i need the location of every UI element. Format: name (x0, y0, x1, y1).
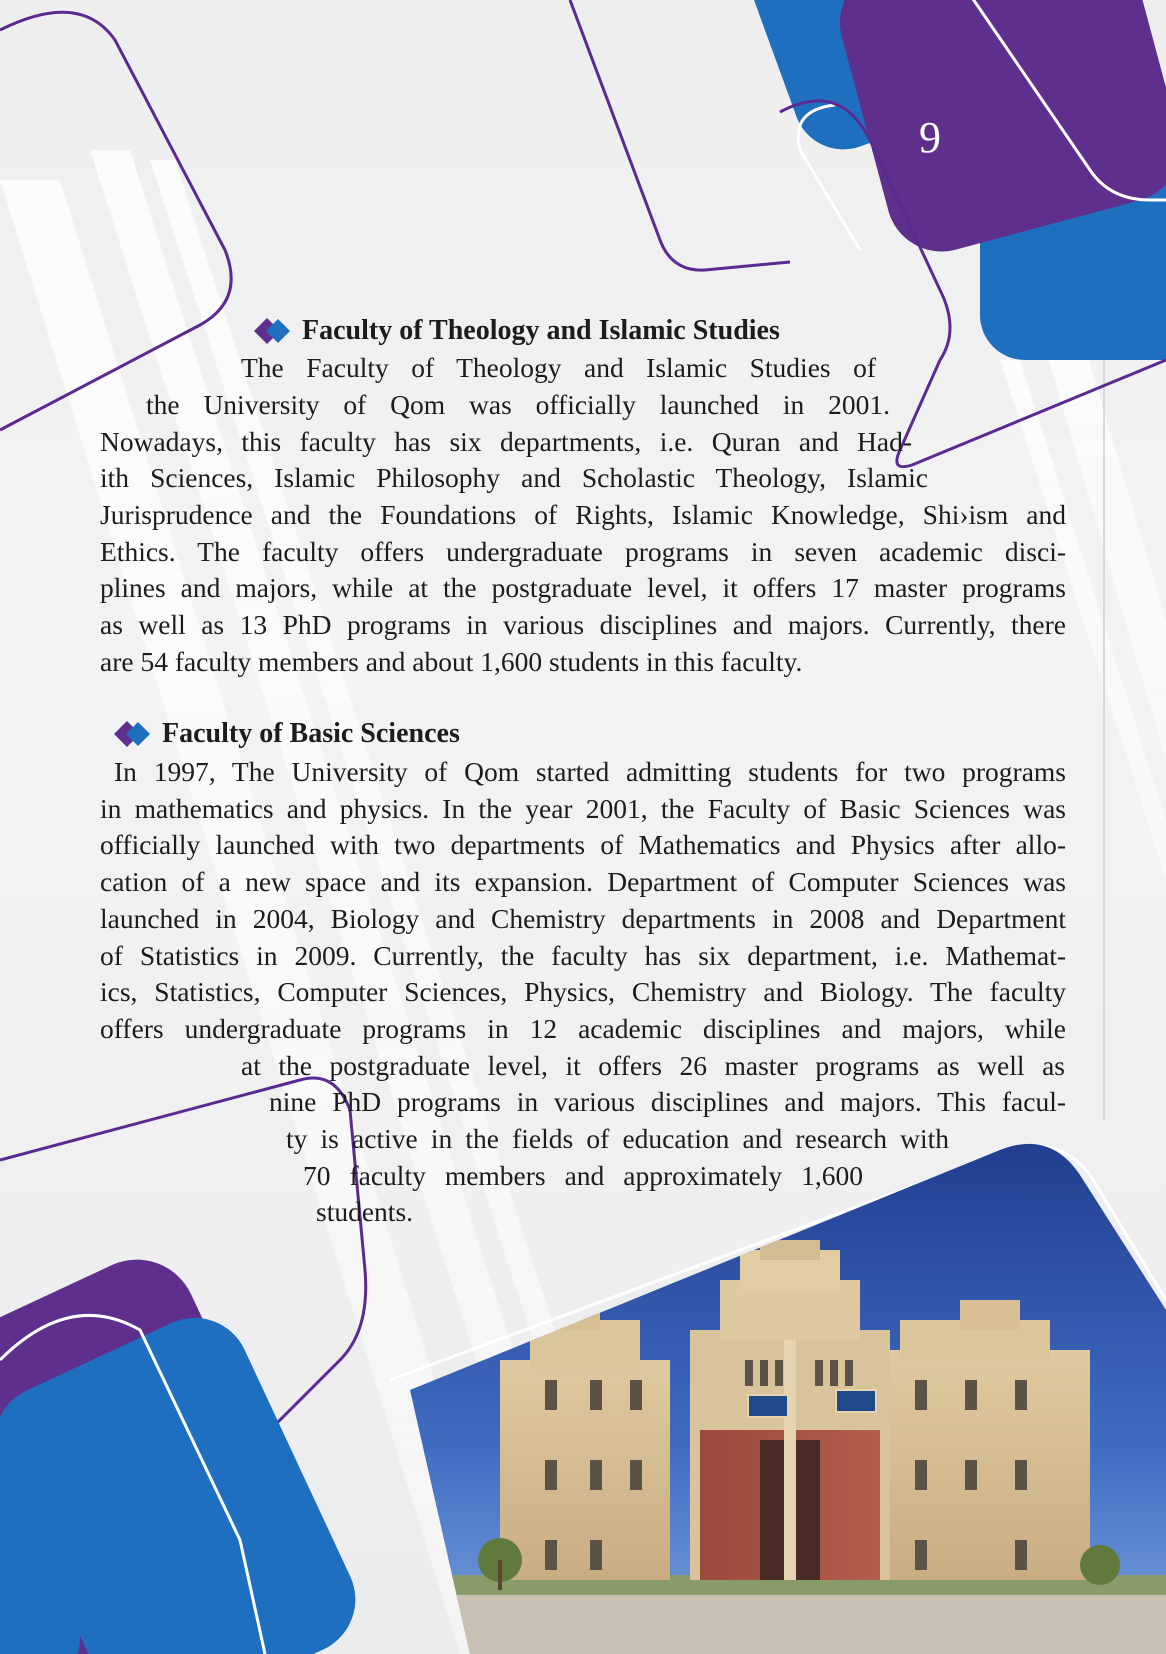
body-line: offers undergraduate programs in 12 academic disciplines and majors, while (100, 1013, 1066, 1044)
body-line: plines and majors, while at the postgraduate level, it offers 17 master programs (100, 572, 1066, 603)
body-line: Ethics. The faculty offers undergraduate programs in seven academic disci- (100, 536, 1066, 567)
body-line: as well as 13 PhD programs in various disciplines and majors. Currently, there (100, 609, 1066, 640)
body-line: Nowadays, this faculty has six departments, i.e. Quran and Had- (100, 426, 912, 457)
section-heading-theology (252, 313, 780, 349)
body-line: the University of Qom was officially launched in 2001. (146, 389, 890, 420)
body-line: at the postgraduate level, it offers 26 master programs as well as (241, 1050, 1065, 1081)
body-line: ith Sciences, Islamic Philosophy and Scholastic Theology, Islamic (100, 462, 928, 493)
section-heading-basic-sciences (112, 716, 460, 752)
body-line: officially launched with two departments of Mathematics and Physics after allo- (100, 829, 1066, 860)
body-line: 70 faculty members and approximately 1,600 (303, 1160, 863, 1191)
section-title: Faculty of Basic Sciences (162, 718, 460, 749)
body-line: in mathematics and physics. In the year 2001, the Faculty of Basic Sciences was (100, 793, 1066, 824)
body-line: students. (316, 1196, 414, 1227)
body-line: The Faculty of Theology and Islamic Studies of (241, 352, 876, 383)
body-line: of Statistics in 2009. Currently, the faculty has six department, i.e. Mathemat- (100, 940, 1066, 971)
diamond-bullet-icon (112, 719, 158, 749)
body-line: are 54 faculty members and about 1,600 students in this faculty. (100, 646, 803, 677)
body-line: ics, Statistics, Computer Sciences, Physics, Chemistry and Biology. The faculty (100, 976, 1066, 1007)
page-number: 9 (919, 113, 941, 162)
diamond-bullet-icon (252, 316, 298, 346)
body-line: ty is active in the fields of education and research with (286, 1123, 949, 1154)
body-line: In 1997, The University of Qom started admitting students for two programs (114, 756, 1066, 787)
section-title: Faculty of Theology and Islamic Studies (302, 315, 780, 346)
body-line: nine PhD programs in various disciplines and majors. This facul- (269, 1086, 1066, 1117)
body-line: cation of a new space and its expansion. Department of Computer Sciences was (100, 866, 1066, 897)
body-line: launched in 2004, Biology and Chemistry departments in 2008 and Department (100, 903, 1066, 934)
body-line: Jurisprudence and the Foundations of Rights, Islamic Knowledge, Shi›ism and (100, 499, 1066, 530)
